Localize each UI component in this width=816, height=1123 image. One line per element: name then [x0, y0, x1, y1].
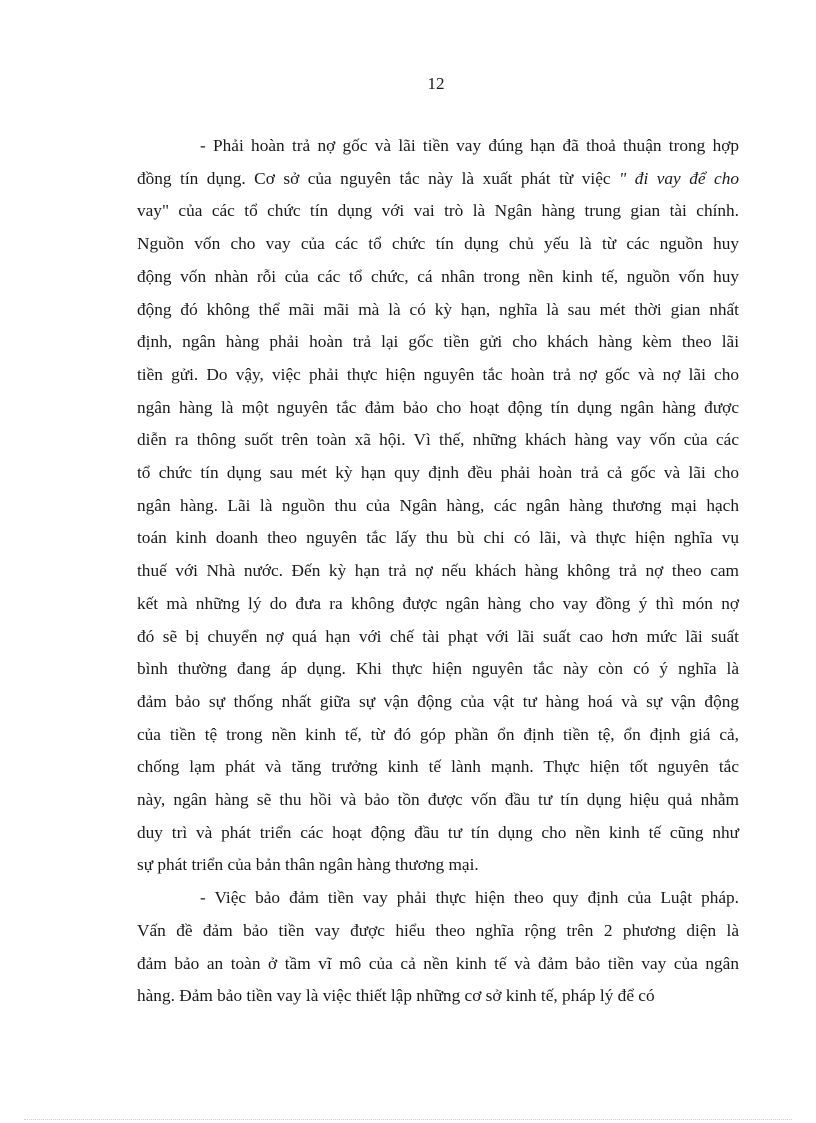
text-line: đảm bảo an toàn ở tầm vĩ mô của cả nền kinh tế và đảm bảo tiền vay của ngân [137, 953, 739, 973]
text-line: chống lạm phát và tăng trưởng kinh tế lành mạnh. Thực hiện tốt nguyên tắc [137, 757, 739, 777]
text-line: Nguồn vốn cho vay của các tổ chức tín dụng chủ yếu là từ các nguồn huy [137, 234, 739, 254]
text-line: bình thường đang áp dụng. Khi thực hiện nguyên tắc này còn có ý nghĩa là [137, 659, 739, 679]
text-line: - Phải hoàn trả nợ gốc và lãi tiền vay đúng hạn đã thoả thuận trong hợp [200, 136, 739, 155]
text-line: đảm bảo sự thống nhất giữa sự vận động của vật tư hàng hoá và sự vận động [137, 691, 739, 711]
paragraph-2 [137, 882, 739, 1013]
text-line: diễn ra thông suốt trên toàn xã hội. Vì thế, những khách hàng vay vốn của các [137, 430, 739, 450]
paragraph-1 [137, 130, 739, 882]
text-line: của tiền tệ trong nền kinh tế, từ đó góp phần ổn định tiền tệ, ổn định giá cả, [137, 724, 739, 744]
text-line [137, 163, 739, 196]
text-line: động đó không thể mãi mãi mà là có kỳ hạn, nghĩa là sau mét thời gian nhất [137, 299, 739, 319]
text-line: động vốn nhàn rỗi của các tổ chức, cá nhân trong nền kinh tế, nguồn vốn huy [137, 266, 739, 286]
text-line: hàng. Đảm bảo tiền vay là việc thiết lập những cơ sở kinh tế, pháp lý để có [137, 986, 655, 1006]
text-line: đó sẽ bị chuyển nợ quá hạn với chế tài phạt với lãi suất cao hơn mức lãi suất [137, 626, 739, 646]
text-line: vay" của các tổ chức tín dụng với vai trò là Ngân hàng trung gian tài chính. [137, 201, 739, 221]
text-line: này, ngân hàng sẽ thu hồi và bảo tồn được vốn đầu tư tín dụng hiệu quả nhằm [137, 790, 739, 810]
text-line: sự phát triển của bản thân ngân hàng thương mại. [137, 855, 479, 875]
text-line: định, ngân hàng phải hoàn trả lại gốc tiền gửi cho khách hàng kèm theo lãi [137, 332, 739, 352]
page-number: 12 [427, 74, 445, 93]
document-body [137, 130, 739, 1013]
text-line: ngân hàng là một nguyên tắc đảm bảo cho hoạt động tín dụng ngân hàng được [137, 397, 739, 417]
text-segment: đồng tín dụng. Cơ sở của nguyên tắc này là xuất phát từ việc [137, 168, 611, 188]
text-line: tiền gửi. Do vậy, việc phải thực hiện nguyên tắc hoàn trả nợ gốc và nợ lãi cho [137, 364, 739, 384]
page-bottom-divider [24, 1119, 792, 1120]
text-line: Vấn đề đảm bảo tiền vay được hiểu theo nghĩa rộng trên 2 phương diện là [137, 920, 739, 940]
text-line: - Việc bảo đảm tiền vay phải thực hiện theo quy định của Luật pháp. [200, 888, 739, 908]
text-line: kết mà những lý do đưa ra không được ngân hàng cho vay đồng ý thì món nợ [137, 593, 739, 613]
text-line: ngân hàng. Lãi là nguồn thu của Ngân hàng, các ngân hàng thương mại hạch [137, 495, 739, 515]
text-line: duy trì và phát triển các hoạt động đầu tư tín dụng cho nền kinh tế cũng như [137, 822, 739, 842]
text-line: tổ chức tín dụng sau mét kỳ hạn quy định đều phải hoàn trả cả gốc và lãi cho [137, 463, 739, 483]
text-line: thuế với Nhà nước. Đến kỳ hạn trả nợ nếu khách hàng không trả nợ theo cam [137, 561, 739, 581]
text-line: toán kinh doanh theo nguyên tắc lấy thu bù chi có lãi, và thực hiện nghĩa vụ [137, 528, 739, 548]
quoted-phrase: " đi vay để cho [619, 168, 739, 188]
